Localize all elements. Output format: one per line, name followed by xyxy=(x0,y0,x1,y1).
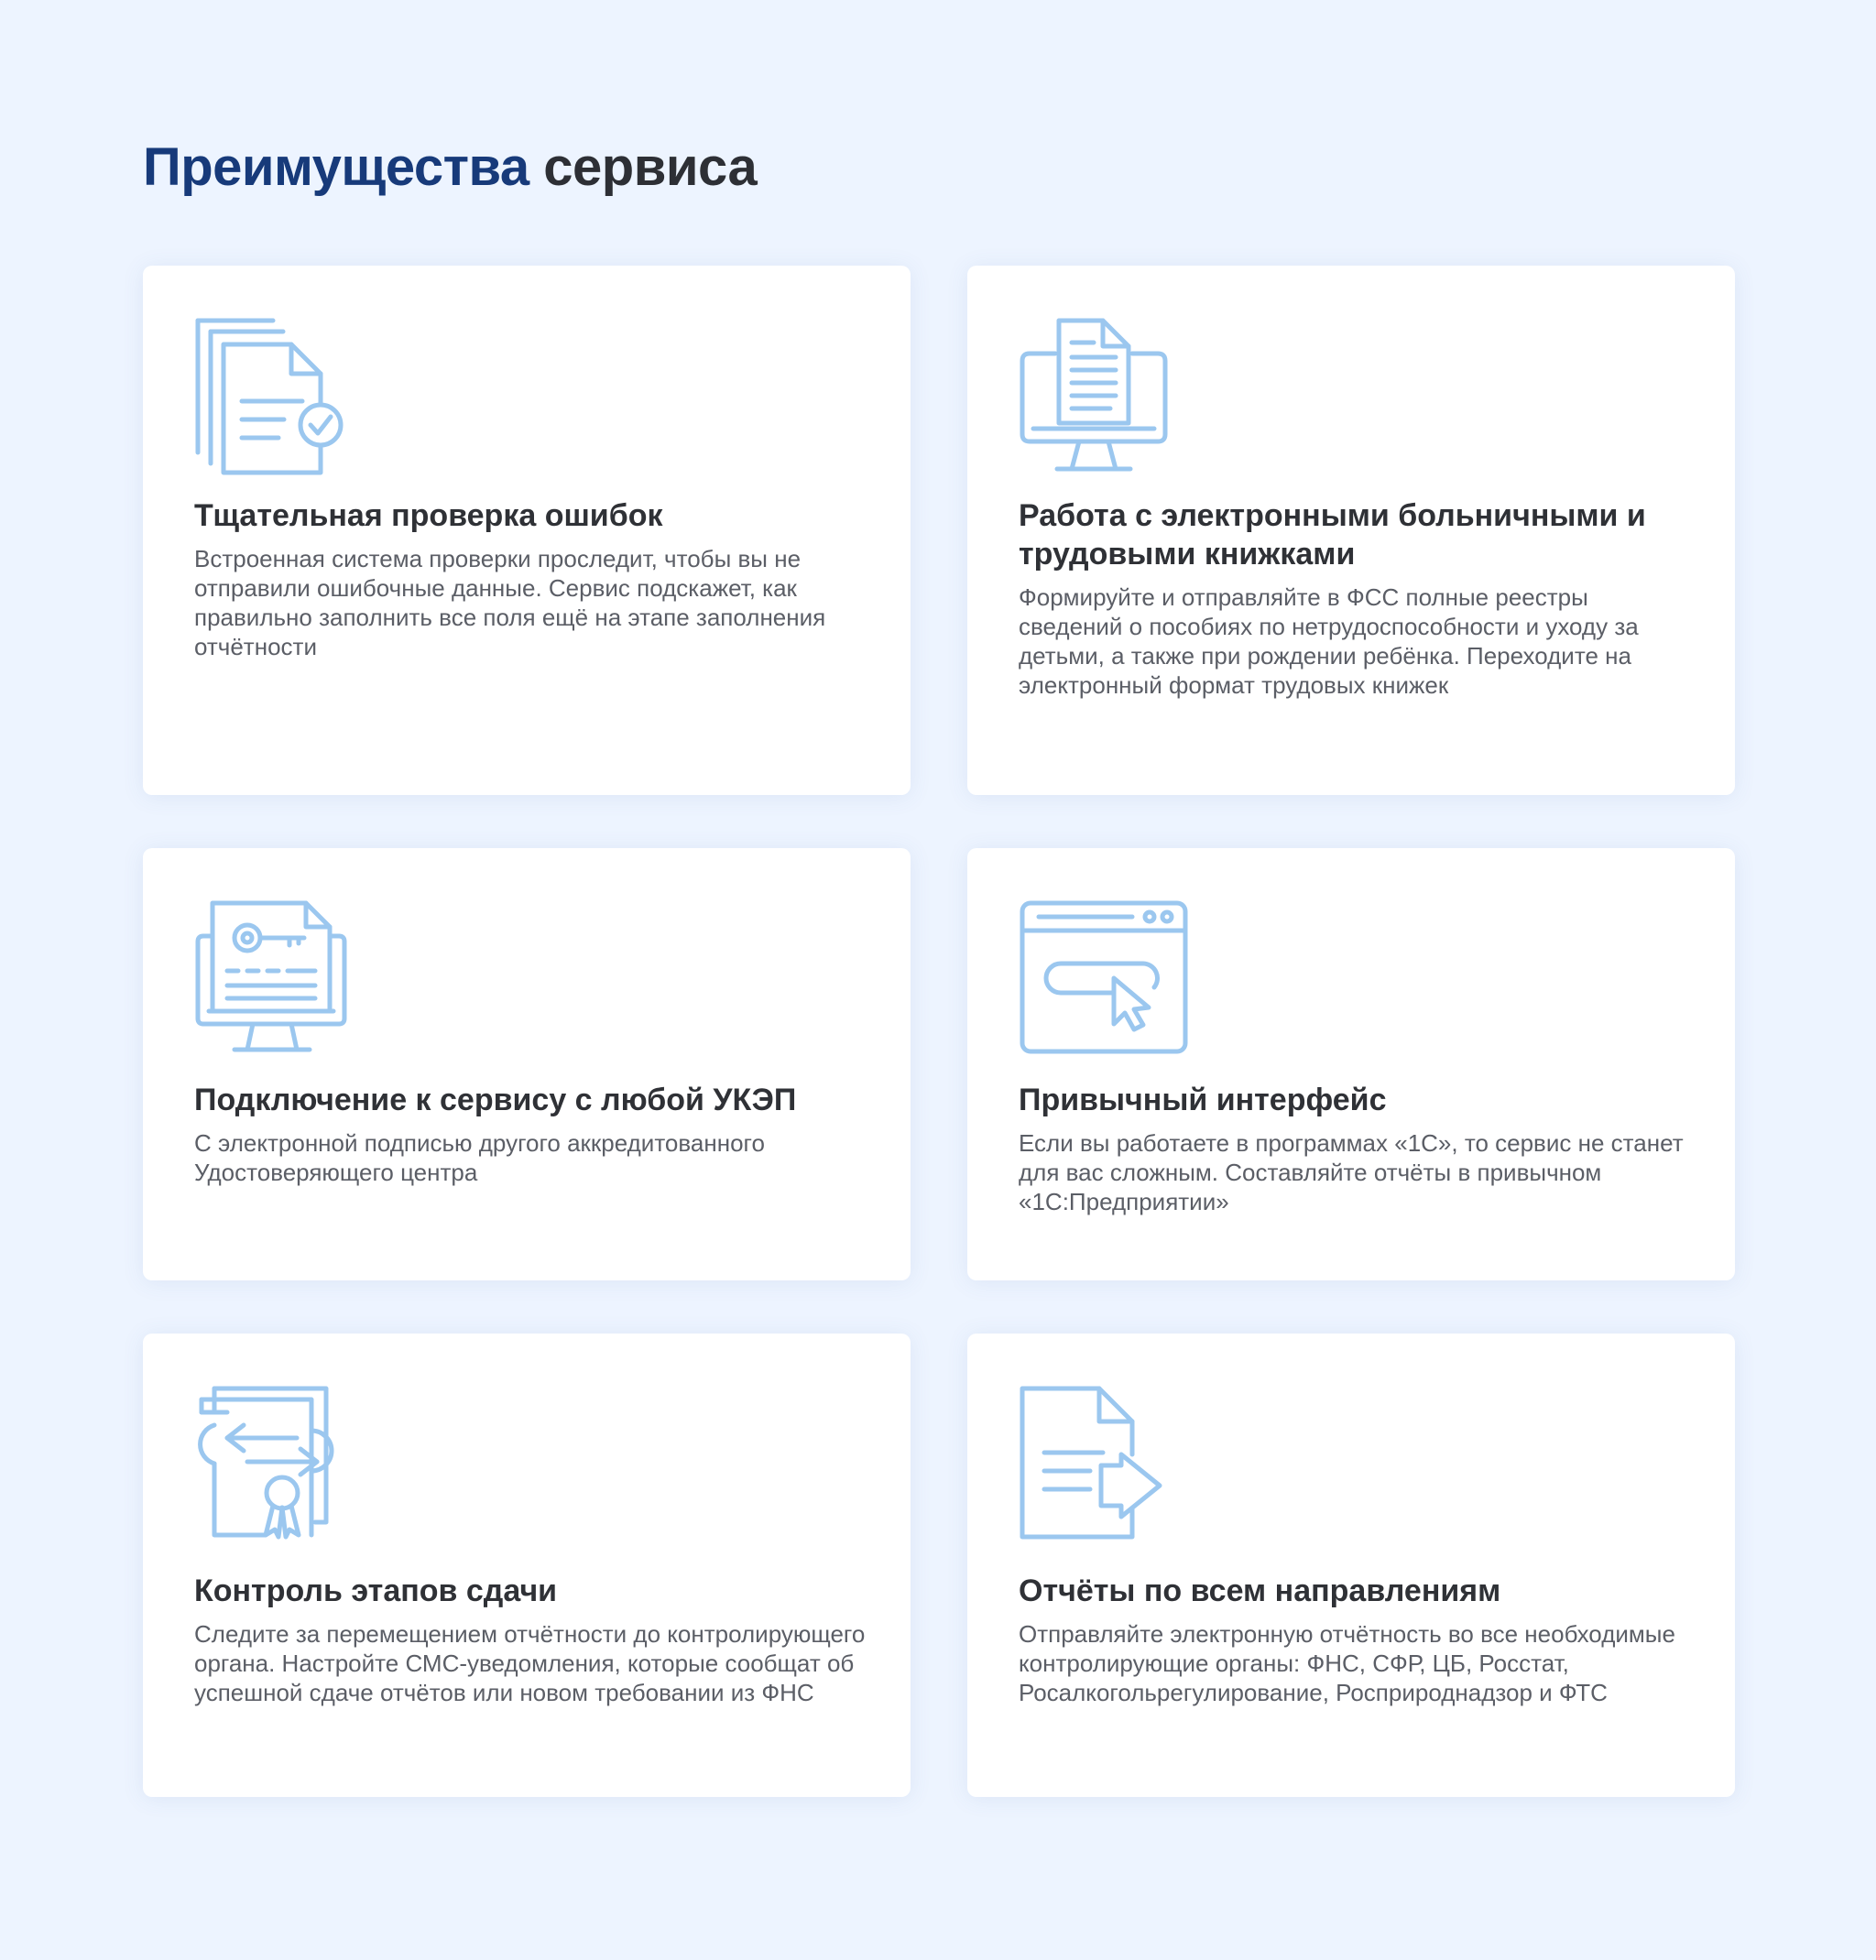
page-title xyxy=(143,137,757,199)
feature-description: Если вы работаете в программах «1С», то сервис не станет для вас сложным. Составляйте отчёты в привычном «1С:Предприятии» xyxy=(1019,1129,1684,1215)
feature-title: Работа с электронными больничными и трудовыми книжками xyxy=(1019,498,1646,572)
feature-description: Формируйте и отправляйте в ФСС полные реестры сведений о пособиях по нетрудоспособности и уходу за детьми, а также при рождении ребёнка. Переходите на электронный формат трудовых книжек xyxy=(1019,583,1639,699)
feature-description: С электронной подписью другого аккредитованного Удостоверяющего центра xyxy=(194,1129,765,1186)
feature-description: Встроенная система проверки проследит, чтобы вы не отправили ошибочные данные. Сервис подскажет, как правильно заполнить все поля ещё на этапе заполнения отчётности xyxy=(194,545,826,660)
document-exchange-certificate-icon xyxy=(194,1385,350,1541)
feature-title: Отчёты по всем направлениям xyxy=(1019,1573,1501,1608)
browser-cursor-icon xyxy=(1019,899,1174,1055)
monitor-document-icon xyxy=(1019,317,1174,473)
feature-title: Тщательная проверка ошибок xyxy=(194,498,663,533)
feature-card-signature xyxy=(143,848,911,1280)
feature-title: Контроль этапов сдачи xyxy=(194,1573,558,1608)
feature-card-submission-control xyxy=(143,1334,911,1797)
feature-title: Подключение к сервису с любой УКЭП xyxy=(194,1083,797,1117)
document-check-icon xyxy=(194,317,350,473)
page-title-accent: Преимущества xyxy=(143,137,529,197)
feature-card-error-check xyxy=(143,266,911,795)
feature-card-interface xyxy=(967,848,1735,1280)
monitor-key-icon xyxy=(194,899,350,1055)
document-send-icon xyxy=(1019,1385,1174,1541)
feature-title: Привычный интерфейс xyxy=(1019,1083,1387,1117)
feature-description: Следите за перемещением отчётности до контролирующего органа. Настройте СМС-уведомления, которые сообщат об успешной сдаче отчётов или новом требовании из ФНС xyxy=(194,1620,866,1706)
feature-card-all-directions xyxy=(967,1334,1735,1797)
feature-description: Отправляйте электронную отчётность во все необходимые контролирующие органы: ФНС, СФР, ЦБ, Росстат, Росалкогольрегулирование, Росприроднадзор и ФТС xyxy=(1019,1620,1675,1706)
feature-card-electronic-sick-leave xyxy=(967,266,1735,795)
page-title-rest: сервиса xyxy=(543,137,758,197)
